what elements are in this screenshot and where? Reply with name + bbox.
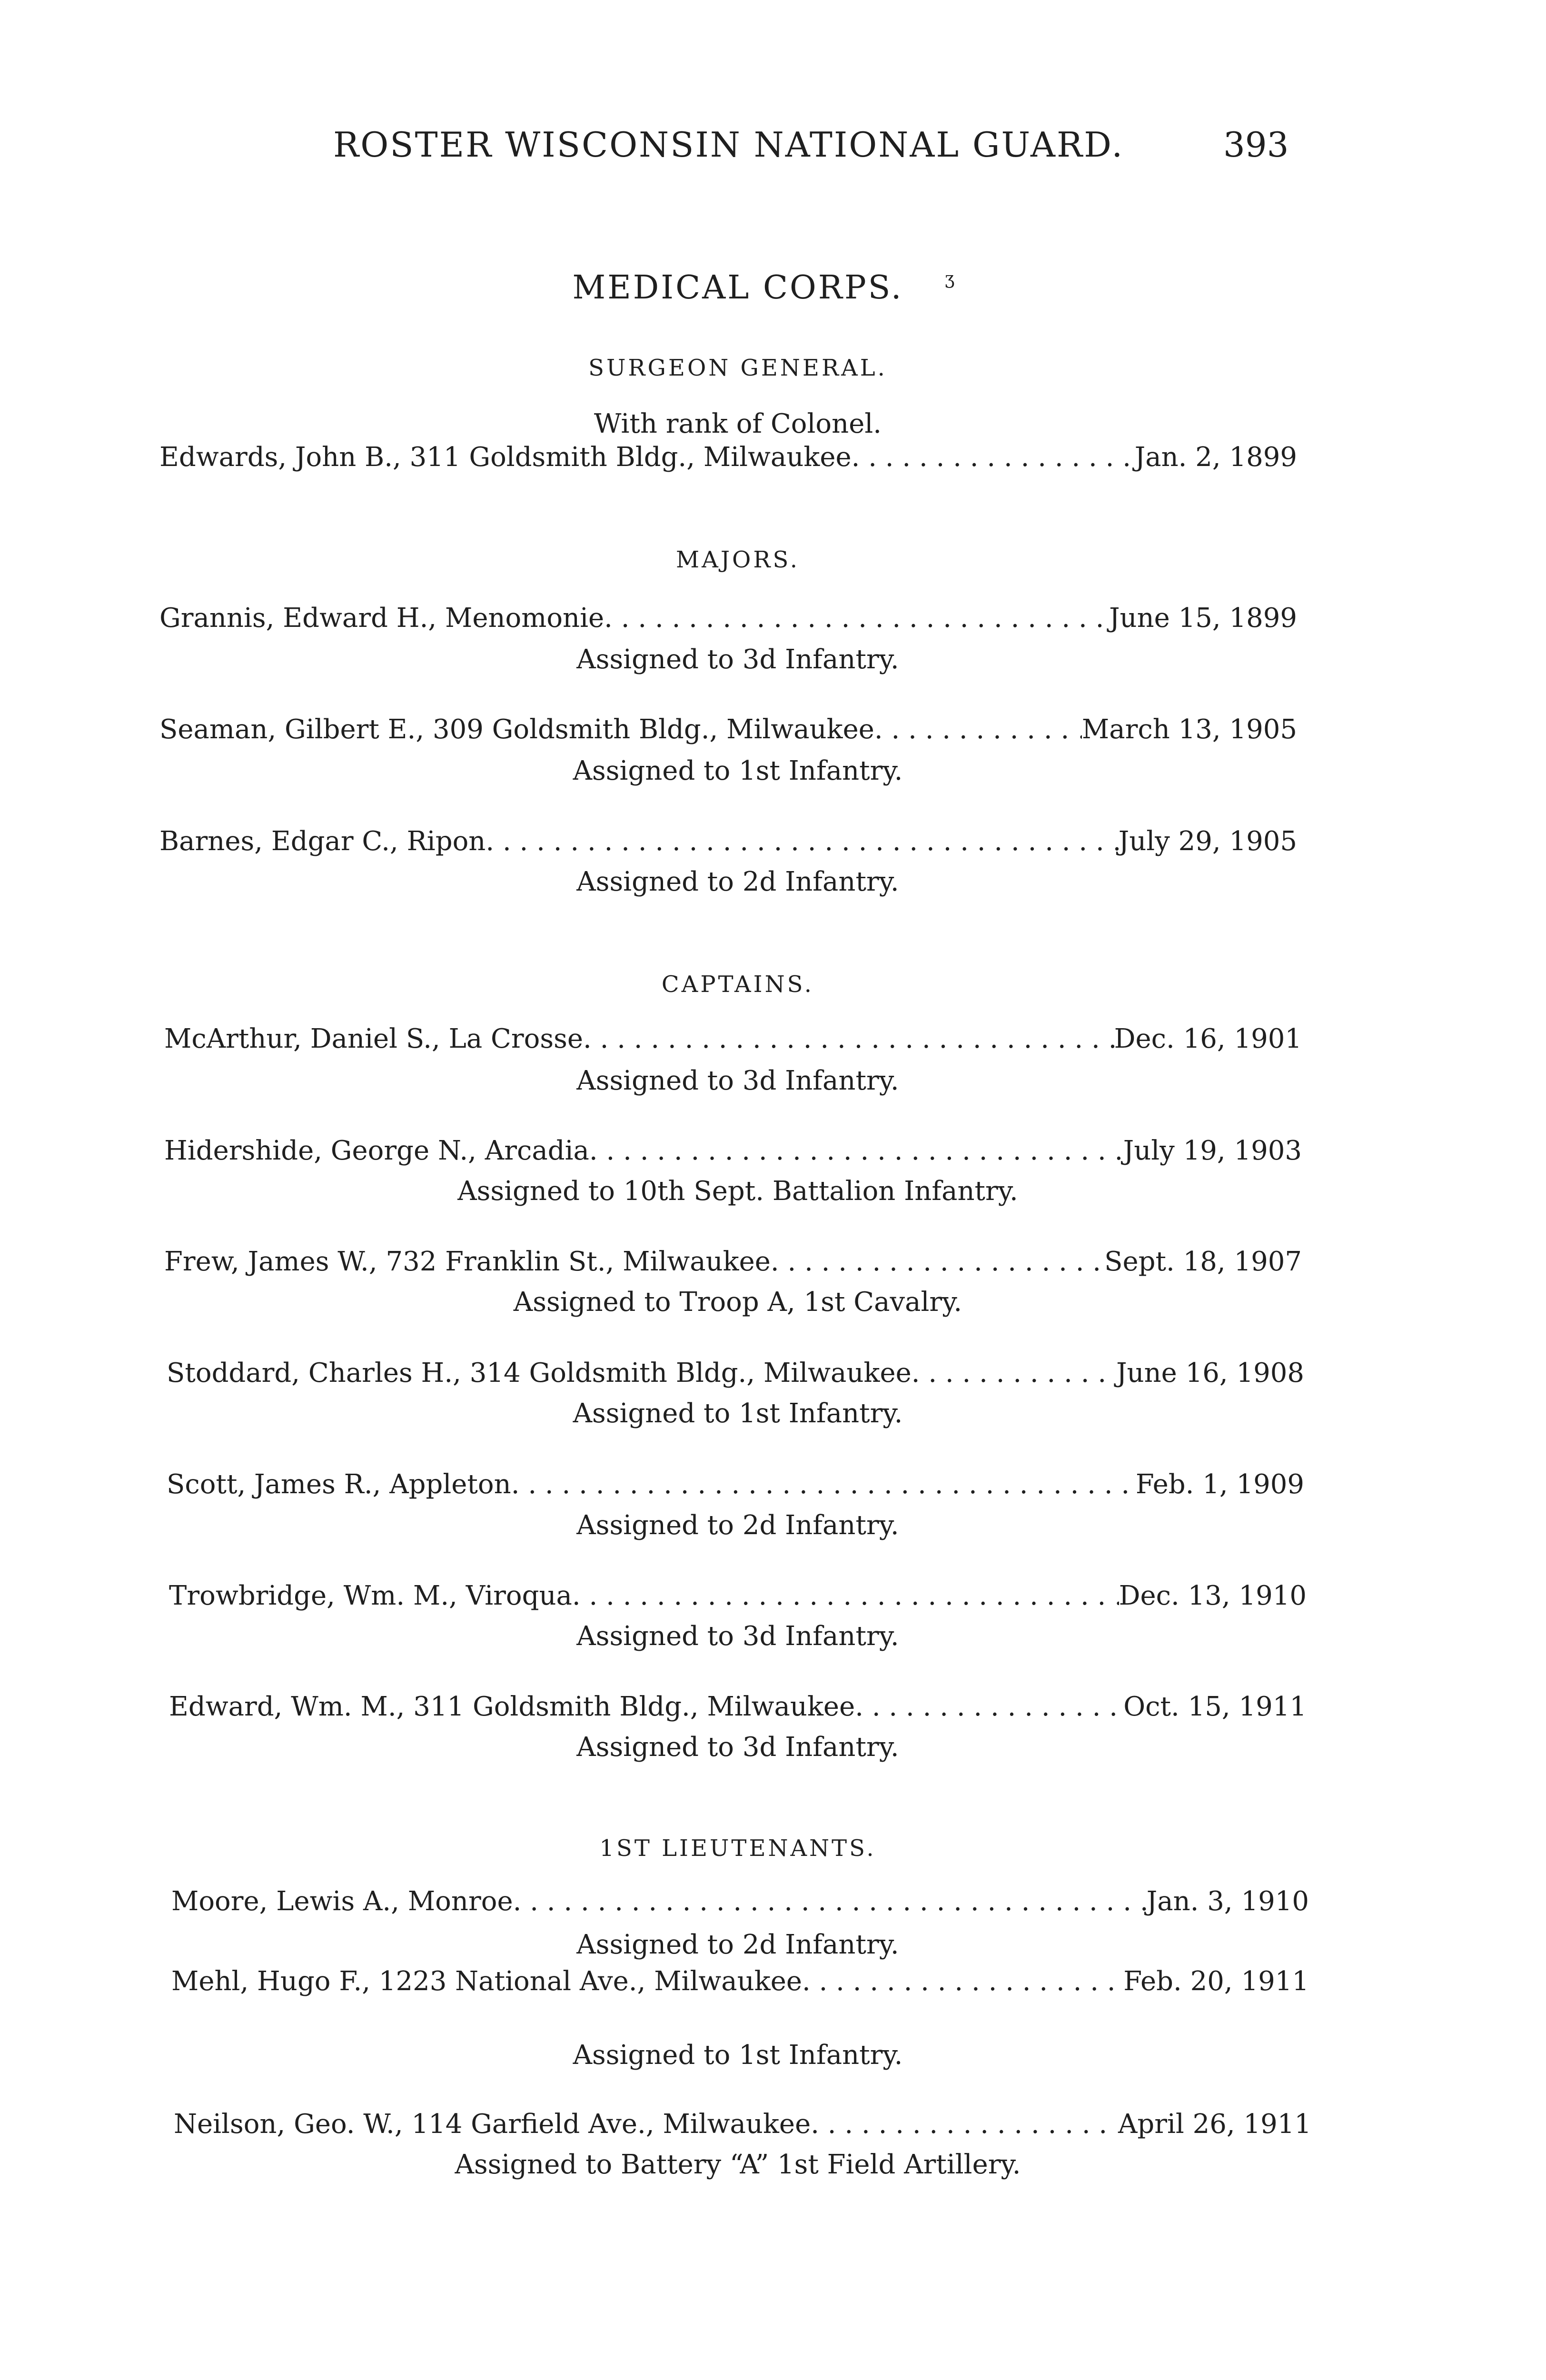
entry-assignment: Assigned to 1st Infantry.	[573, 2040, 903, 2071]
running-header: ROSTER WISCONSIN NATIONAL GUARD.	[333, 125, 1124, 165]
dot-leader	[874, 714, 1082, 745]
entry-date: June 16, 1908	[1116, 1358, 1304, 1388]
entry-captain	[164, 1246, 1302, 1277]
entry-assignment: Assigned to 3d Infantry.	[576, 1732, 899, 1763]
entry-name: Edwards, John B., 311 Goldsmith Bldg., Milwaukee	[159, 442, 852, 473]
dot-leader	[811, 2109, 1118, 2140]
dot-leader	[583, 1023, 1114, 1054]
entry-name: Stoddard, Charles H., 314 Goldsmith Bldg., Milwaukee	[167, 1358, 912, 1388]
entry-date: Jan. 3, 1910	[1146, 1886, 1309, 1917]
entry-assignment: Assigned to 10th Sept. Battalion Infantry.	[457, 1176, 1018, 1207]
section-mark: ʒ	[945, 269, 955, 288]
dot-leader	[912, 1358, 1116, 1388]
heading-surgeon-general: SURGEON GENERAL.	[588, 355, 887, 381]
entry-name: Neilson, Geo. W., 114 Garfield Ave., Milwaukee	[174, 2109, 811, 2140]
entry-assignment: Assigned to 2d Infantry.	[576, 1510, 899, 1541]
entry-captain	[167, 1358, 1304, 1388]
entry-date: July 19, 1903	[1123, 1135, 1302, 1166]
entry-captain	[164, 1135, 1302, 1166]
rank-note: With rank of Colonel.	[594, 408, 882, 439]
entry-date: June 15, 1899	[1109, 603, 1297, 634]
heading-majors: MAJORS.	[676, 546, 800, 573]
entry-surgeon-general	[159, 442, 1297, 473]
entry-first-lieutenant	[171, 1966, 1309, 1997]
entry-date: April 26, 1911	[1118, 2109, 1311, 2140]
dot-leader	[486, 826, 1118, 857]
entry-assignment: Assigned to 1st Infantry.	[573, 755, 903, 786]
dot-leader	[604, 603, 1109, 634]
entry-date: March 13, 1905	[1081, 714, 1297, 745]
entry-assignment: Assigned to 2d Infantry.	[576, 1929, 899, 1960]
heading-first-lieutenants: 1ST LIEUTENANTS.	[599, 1835, 876, 1862]
entry-name: Seaman, Gilbert E., 309 Goldsmith Bldg., Milwaukee	[159, 714, 874, 745]
entry-name: Grannis, Edward H., Menomonie	[159, 603, 605, 634]
dot-leader	[589, 1135, 1123, 1166]
dot-leader	[511, 1469, 1136, 1500]
section-title: MEDICAL CORPS.	[572, 269, 903, 307]
entry-first-lieutenant	[171, 1886, 1309, 1917]
entry-name: Scott, James R., Appleton	[167, 1469, 511, 1500]
entry-major	[159, 714, 1297, 745]
entry-assignment: Assigned to 3d Infantry.	[576, 644, 899, 675]
entry-major	[159, 603, 1297, 634]
entry-captain	[169, 1580, 1307, 1611]
entry-date: Dec. 13, 1910	[1119, 1580, 1307, 1611]
entry-assignment: Assigned to 3d Infantry.	[576, 1621, 899, 1652]
entry-assignment: Assigned to 2d Infantry.	[576, 866, 899, 897]
heading-captains: CAPTAINS.	[661, 971, 814, 998]
entry-assignment: Assigned to Battery “A” 1st Field Artillery.	[455, 2149, 1021, 2180]
dot-leader	[771, 1246, 1104, 1277]
entry-captain	[167, 1469, 1304, 1500]
entry-name: Trowbridge, Wm. M., Viroqua	[169, 1580, 572, 1611]
dot-leader	[855, 1691, 1123, 1722]
entry-first-lieutenant	[174, 2109, 1311, 2140]
entry-date: Jan. 2, 1899	[1134, 442, 1297, 473]
entry-date: Oct. 15, 1911	[1123, 1691, 1307, 1722]
entry-date: July 29, 1905	[1118, 826, 1297, 857]
entry-captain	[169, 1691, 1307, 1722]
entry-assignment: Assigned to 1st Infantry.	[573, 1398, 903, 1429]
entry-name: McArthur, Daniel S., La Crosse	[164, 1023, 583, 1054]
entry-major	[159, 826, 1297, 857]
entry-name: Edward, Wm. M., 311 Goldsmith Bldg., Milwaukee	[169, 1691, 855, 1722]
entry-date: Feb. 1, 1909	[1135, 1469, 1304, 1500]
entry-date: Feb. 20, 1911	[1123, 1966, 1309, 1997]
entry-name: Hidershide, George N., Arcadia	[164, 1135, 589, 1166]
entry-date: Sept. 18, 1907	[1104, 1246, 1302, 1277]
dot-leader	[802, 1966, 1123, 1997]
entry-assignment: Assigned to Troop A, 1st Cavalry.	[513, 1287, 962, 1318]
page-number: 393	[1223, 125, 1289, 165]
dot-leader	[572, 1580, 1119, 1611]
entry-name: Mehl, Hugo F., 1223 National Ave., Milwaukee	[171, 1966, 802, 1997]
entry-name: Frew, James W., 732 Franklin St., Milwaukee	[164, 1246, 771, 1277]
dot-leader	[852, 442, 1135, 473]
entry-name: Moore, Lewis A., Monroe	[171, 1886, 513, 1917]
entry-name: Barnes, Edgar C., Ripon	[159, 826, 486, 857]
dot-leader	[513, 1886, 1147, 1917]
entry-assignment: Assigned to 3d Infantry.	[576, 1065, 899, 1096]
entry-date: Dec. 16, 1901	[1114, 1023, 1302, 1054]
entry-captain	[164, 1023, 1302, 1054]
